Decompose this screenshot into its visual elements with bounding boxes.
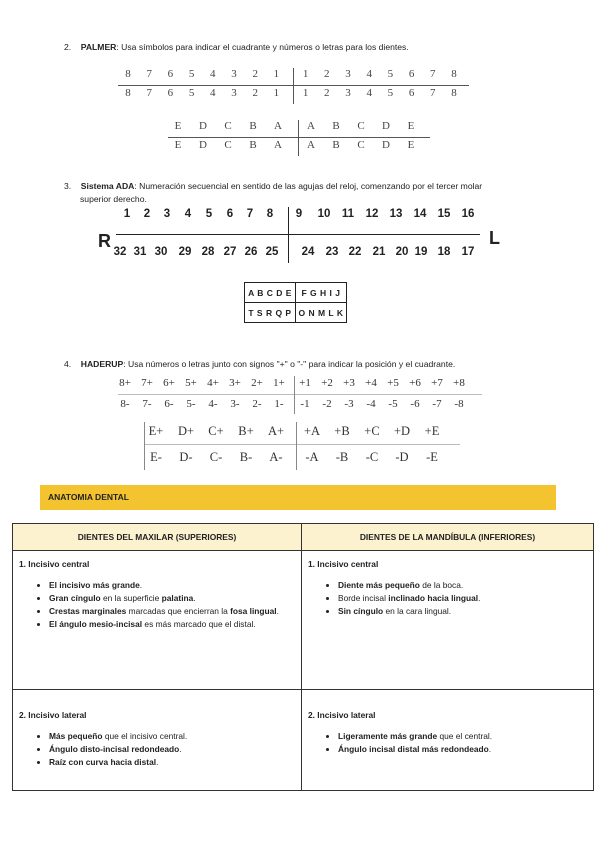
tooth-symbol-upper: 1 <box>302 68 309 80</box>
haderup-heading-text: : Usa números o letras junto con signos "+" o "-" para indicar la posición y el cuadrante. <box>123 359 456 369</box>
haderup-symbol-upper: +2 <box>321 377 333 389</box>
haderup-symbol-upper: +3 <box>343 377 355 389</box>
haderup-primary-upper: +C <box>364 424 380 438</box>
ada-tooth-number-lower: 17 <box>461 246 475 258</box>
haderup-symbol-upper: +1 <box>299 377 311 389</box>
haderup-symbol-lower: 2- <box>252 398 262 410</box>
haderup-symbol-lower: -8 <box>454 398 464 410</box>
ada-box-top-right: F G H I J <box>296 283 347 303</box>
haderup-symbol-lower: -3 <box>344 398 354 410</box>
haderup-symbol-lower: 1- <box>274 398 284 410</box>
ada-tooth-number-upper: 7 <box>246 208 254 220</box>
list-item <box>49 605 301 617</box>
haderup-primary-upper: E+ <box>148 424 164 438</box>
haderup-heading-title: HADERUP <box>80 359 124 369</box>
ada-horizontal-line <box>116 234 480 235</box>
ada-tooth-number-lower: 31 <box>133 246 147 258</box>
haderup-symbol-lower: 6- <box>164 398 174 410</box>
haderup-primary-lower: -B <box>335 450 349 464</box>
plain-text: . <box>139 580 143 590</box>
list-item <box>49 592 301 604</box>
tooth-symbol-lower: 8 <box>451 87 457 99</box>
tooth-symbol-lower: 5 <box>387 87 394 99</box>
tooth-symbol-lower: 2 <box>252 87 258 99</box>
tooth-symbol-upper: 5 <box>188 68 195 80</box>
list-item <box>49 730 301 742</box>
tooth-symbol-lower: A <box>274 139 282 151</box>
emphasis-text: palatina <box>161 593 194 603</box>
haderup-primary-upper: C+ <box>208 424 224 438</box>
haderup-primary-upper: +D <box>393 424 411 438</box>
tooth-symbol-lower: 7 <box>146 87 152 99</box>
cell-lower-lateral <box>302 690 594 791</box>
tooth-symbol-upper: 8 <box>125 68 131 80</box>
haderup-primary-grid <box>140 420 464 472</box>
ada-tooth-number-upper: 1 <box>123 208 131 220</box>
tooth-symbol-lower: 7 <box>430 87 436 99</box>
ada-heading-number: 3. <box>64 181 72 191</box>
tooth-symbol-lower: 3 <box>231 87 237 99</box>
list-item <box>49 618 301 630</box>
tooth-symbol-upper: D <box>382 120 390 132</box>
tooth-symbol-upper: 6 <box>167 68 174 80</box>
tooth-symbol-upper: 3 <box>345 68 351 80</box>
haderup-symbol-upper: +5 <box>387 377 399 389</box>
ada-tooth-number-upper: 6 <box>226 208 234 220</box>
feature-list <box>302 730 593 755</box>
haderup-primary-upper: +A <box>303 424 321 438</box>
list-item <box>338 605 593 617</box>
haderup-primary-left-line <box>144 422 145 470</box>
plain-text: en la cara lingual. <box>383 606 452 616</box>
haderup-symbol-lower: -2 <box>322 398 332 410</box>
haderup-primary-upper: A+ <box>267 424 285 438</box>
tooth-symbol-upper: 5 <box>387 68 394 80</box>
ada-box-bottom-right: O N M L K <box>296 303 347 323</box>
tooth-symbol-upper: E <box>407 120 415 132</box>
tooth-symbol-lower: A <box>307 139 315 151</box>
cell-upper-lateral <box>13 690 302 791</box>
ada-tooth-number-lower: 23 <box>325 246 339 258</box>
ada-tooth-number-upper: 5 <box>205 208 213 220</box>
ada-tooth-number-lower: 30 <box>154 246 168 258</box>
haderup-primary-vertical-line <box>296 422 297 470</box>
haderup-symbol-lower: 7- <box>142 398 152 410</box>
emphasis-text: Gran cíngulo <box>49 593 101 603</box>
col-header-mandibula: DIENTES DE LA MANDÍBULA (INFERIORES) <box>302 524 594 551</box>
haderup-symbol-upper: 1+ <box>273 377 285 389</box>
tooth-symbol-upper: 7 <box>146 68 152 80</box>
palmer-heading <box>64 42 409 52</box>
ada-left-label: L <box>489 228 500 248</box>
ada-tooth-number-upper: 11 <box>341 208 355 220</box>
haderup-symbol-lower: -6 <box>410 398 420 410</box>
haderup-primary-lower: C- <box>209 450 223 464</box>
plain-text: en la superficie <box>100 593 162 603</box>
ada-box-top-left: A B C D E <box>245 283 296 303</box>
tooth-symbol-upper: 7 <box>430 68 436 80</box>
emphasis-text: inclinado hacia lingual <box>388 593 479 603</box>
plain-text: . <box>478 593 481 603</box>
col-header-maxilar: DIENTES DEL MAXILAR (SUPERIORES) <box>13 524 302 551</box>
haderup-symbol-upper: 8+ <box>119 377 131 389</box>
tooth-symbol-upper: 1 <box>273 68 280 80</box>
ada-tooth-number-lower: 28 <box>201 246 215 258</box>
ada-chart <box>0 205 600 265</box>
ada-tooth-number-upper: 9 <box>295 208 303 220</box>
tooth-symbol-lower: 6 <box>167 87 174 99</box>
ada-tooth-number-lower: 20 <box>395 246 409 258</box>
plain-text: . <box>156 757 159 767</box>
tooth-symbol-lower: C <box>224 139 232 151</box>
plain-text: . <box>193 593 196 603</box>
haderup-symbol-upper: +7 <box>431 377 443 389</box>
tooth-symbol-lower: 1 <box>302 87 309 99</box>
cell-lower-central <box>302 551 594 690</box>
haderup-primary-lower: -E <box>426 450 438 464</box>
palmer-vertical-line <box>298 120 299 156</box>
tooth-symbol-upper: C <box>224 120 232 132</box>
cell-upper-central <box>13 551 302 690</box>
ada-tooth-number-lower: 22 <box>348 246 362 258</box>
ada-tooth-number-lower: 29 <box>178 246 192 258</box>
palmer-heading-text: : Usa símbolos para indicar el cuadrante y números o letras para los dientes. <box>116 42 409 52</box>
haderup-primary-upper: B+ <box>238 424 254 438</box>
list-item <box>49 579 301 591</box>
list-item <box>49 743 301 755</box>
plain-text: que el central. <box>437 731 493 741</box>
ada-box-bottom-left: T S R Q P <box>245 303 296 323</box>
palmer-heading-number: 2. <box>64 42 72 52</box>
tooth-symbol-upper: 4 <box>210 68 216 80</box>
plain-text: . <box>179 744 182 754</box>
palmer-primary-grid <box>168 120 430 156</box>
ada-tooth-number-lower: 18 <box>437 246 451 258</box>
tooth-symbol-lower: C <box>357 139 365 151</box>
haderup-symbol-upper: 6+ <box>163 377 175 389</box>
anatomia-table <box>12 523 594 791</box>
list-item <box>338 743 593 755</box>
list-item <box>49 756 301 768</box>
haderup-primary-lower: -D <box>395 450 409 464</box>
haderup-symbol-lower: 4- <box>208 398 218 410</box>
haderup-symbol-lower: -7 <box>432 398 442 410</box>
tooth-symbol-upper: 8 <box>451 68 457 80</box>
tooth-symbol-upper: A <box>307 120 315 132</box>
haderup-primary-upper: +E <box>424 424 440 438</box>
emphasis-text: Raíz con curva hacia distal <box>49 757 157 767</box>
haderup-primary-lower: D- <box>179 450 193 464</box>
ada-tooth-number-lower: 32 <box>113 246 127 258</box>
tooth-symbol-upper: E <box>174 120 182 132</box>
haderup-heading <box>64 359 455 369</box>
emphasis-text: Ángulo incisal distal más redondeado <box>338 744 489 754</box>
haderup-symbol-lower: 3- <box>230 398 240 410</box>
feature-list <box>302 579 593 617</box>
emphasis-text: Ligeramente más grande <box>338 731 438 741</box>
ada-heading-title: Sistema ADA <box>80 181 135 191</box>
tooth-symbol-lower: 6 <box>408 87 415 99</box>
haderup-primary-lower: B- <box>239 450 253 464</box>
palmer-horizontal-line <box>168 137 430 138</box>
haderup-horizontal-line <box>118 394 482 395</box>
tooth-symbol-lower: E <box>174 139 182 151</box>
ada-tooth-number-upper: 15 <box>437 208 451 220</box>
tooth-symbol-upper: C <box>357 120 365 132</box>
emphasis-text: Más pequeño <box>49 731 103 741</box>
tooth-symbol-upper: 2 <box>252 68 258 80</box>
ada-tooth-number-upper: 10 <box>317 208 331 220</box>
ada-tooth-number-lower: 25 <box>265 246 279 258</box>
emphasis-text: El ángulo mesio-incisal <box>49 619 143 629</box>
emphasis-text: El incisivo más grande <box>49 580 140 590</box>
tooth-symbol-lower: 3 <box>345 87 351 99</box>
tooth-symbol-upper: 3 <box>231 68 237 80</box>
emphasis-text: Crestas marginales <box>49 606 127 616</box>
haderup-primary-lower: -A <box>305 450 319 464</box>
haderup-symbol-upper: 4+ <box>207 377 219 389</box>
tooth-symbol-lower: B <box>249 139 257 151</box>
haderup-primary-horizontal-line <box>144 444 460 445</box>
ada-primary-box <box>244 282 347 323</box>
haderup-symbol-upper: 2+ <box>251 377 263 389</box>
ada-tooth-number-upper: 12 <box>365 208 379 220</box>
ada-tooth-number-lower: 27 <box>223 246 237 258</box>
plain-text: marcadas que encierran la <box>126 606 231 616</box>
tooth-symbol-lower: D <box>382 139 390 151</box>
tooth-symbol-upper: D <box>199 120 207 132</box>
emphasis-text: Sin cíngulo <box>338 606 384 616</box>
haderup-vertical-line <box>294 376 295 414</box>
cell-title: 2. Incisivo lateral <box>19 710 87 720</box>
palmer-vertical-line <box>293 68 294 104</box>
tooth-symbol-lower: 4 <box>366 87 372 99</box>
haderup-symbol-upper: +6 <box>409 377 421 389</box>
tooth-symbol-lower: 8 <box>125 87 131 99</box>
ada-tooth-number-upper: 4 <box>184 208 192 220</box>
haderup-primary-lower: A- <box>269 450 283 464</box>
haderup-symbol-upper: 5+ <box>185 377 197 389</box>
haderup-symbol-upper: 3+ <box>229 377 241 389</box>
ada-tooth-number-upper: 8 <box>266 208 274 220</box>
tooth-symbol-upper: B <box>332 120 340 132</box>
ada-heading <box>64 180 554 206</box>
cell-title: 1. Incisivo central <box>308 559 379 569</box>
palmer-horizontal-line <box>118 85 469 86</box>
ada-tooth-number-upper: 13 <box>389 208 403 220</box>
cell-title: 1. Incisivo central <box>19 559 90 569</box>
ada-tooth-number-lower: 24 <box>301 246 315 258</box>
anatomia-banner-title: ANATOMIA DENTAL <box>48 492 129 502</box>
list-item <box>338 592 593 604</box>
haderup-primary-upper: +B <box>334 424 350 438</box>
haderup-primary-upper: D+ <box>177 424 195 438</box>
ada-heading-text: : Numeración secuencial en sentido de las agujas del reloj, comenzando por el tercer molar <box>134 181 483 191</box>
tooth-symbol-upper: 4 <box>366 68 372 80</box>
ada-tooth-number-upper: 3 <box>163 208 171 220</box>
feature-list <box>13 579 301 630</box>
ada-tooth-number-upper: 14 <box>413 208 427 220</box>
plain-text: . <box>276 606 279 616</box>
haderup-symbol-lower: 8- <box>120 398 130 410</box>
table-row <box>13 690 594 791</box>
tooth-symbol-lower: 1 <box>273 87 280 99</box>
haderup-symbol-lower: -5 <box>388 398 398 410</box>
ada-tooth-number-upper: 2 <box>143 208 151 220</box>
ada-tooth-number-lower: 26 <box>244 246 258 258</box>
tooth-symbol-lower: D <box>199 139 207 151</box>
tooth-symbol-upper: 6 <box>408 68 415 80</box>
haderup-primary-lower: -C <box>365 450 379 464</box>
palmer-heading-title: PALMER <box>80 42 117 52</box>
plain-text: es más marcado que el distal. <box>142 619 256 629</box>
haderup-permanent-grid <box>114 374 484 416</box>
plain-text: Borde incisal <box>338 593 389 603</box>
tooth-symbol-upper: A <box>274 120 282 132</box>
haderup-primary-lower: E- <box>150 450 162 464</box>
list-item <box>338 730 593 742</box>
plain-text: que el incisivo central. <box>102 731 188 741</box>
cell-title: 2. Incisivo lateral <box>308 710 376 720</box>
table-row <box>13 551 594 690</box>
feature-list <box>13 730 301 768</box>
plain-text: . <box>488 744 492 754</box>
haderup-symbol-upper: +8 <box>453 377 465 389</box>
plain-text: de la boca. <box>419 580 464 590</box>
ada-tooth-number-lower: 21 <box>372 246 386 258</box>
ada-tooth-number-lower: 19 <box>414 246 428 258</box>
tooth-symbol-lower: B <box>332 139 340 151</box>
tooth-symbol-lower: 4 <box>210 87 216 99</box>
tooth-symbol-lower: 5 <box>188 87 195 99</box>
emphasis-text: Diente más pequeño <box>338 580 420 590</box>
haderup-heading-number: 4. <box>64 359 72 369</box>
tooth-symbol-upper: B <box>249 120 257 132</box>
haderup-symbol-upper: 7+ <box>141 377 153 389</box>
ada-right-label: R <box>98 231 111 251</box>
tooth-symbol-upper: 2 <box>324 68 330 80</box>
tooth-symbol-lower: 2 <box>324 87 330 99</box>
haderup-symbol-lower: 5- <box>186 398 196 410</box>
emphasis-text: Ángulo disto-incisal redondeado <box>49 744 180 754</box>
haderup-symbol-upper: +4 <box>365 377 377 389</box>
list-item <box>338 579 593 591</box>
palmer-permanent-grid <box>118 68 470 104</box>
tooth-symbol-lower: E <box>407 139 415 151</box>
ada-heading-text-cont: superior derecho. <box>80 194 147 204</box>
haderup-symbol-lower: -1 <box>300 398 310 410</box>
haderup-symbol-lower: -4 <box>366 398 376 410</box>
ada-tooth-number-upper: 16 <box>461 208 475 220</box>
emphasis-text: fosa lingual <box>230 606 277 616</box>
anatomia-banner <box>40 485 556 510</box>
